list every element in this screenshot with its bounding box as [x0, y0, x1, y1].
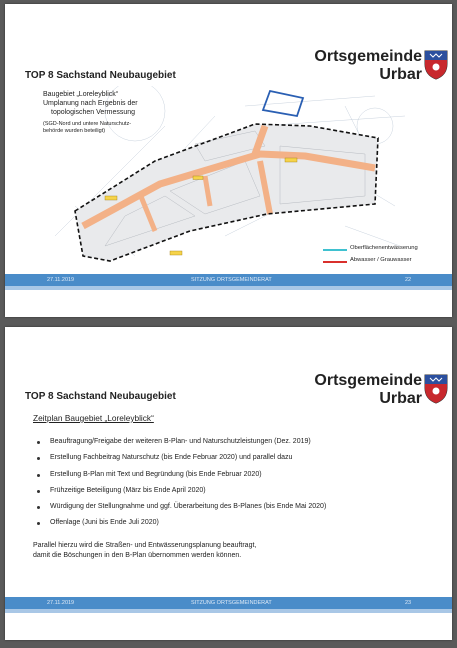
footer-title: SITZUNG ORTSGEMEINDERAT	[191, 600, 272, 606]
list-item: Frühzeitige Beteiligung (März bis Ende April 2020)	[33, 483, 326, 499]
logo-line-1: Ortsgemeinde	[314, 48, 422, 65]
footer-date: 27.11.2019	[47, 277, 75, 283]
footer-date: 27.11.2019	[47, 600, 75, 606]
schedule-list	[33, 434, 326, 532]
caption-line-1: Baugebiet „Loreleyblick“	[43, 91, 119, 98]
waste-water-line-icon	[323, 261, 347, 263]
caption-note-2: behörde wurden beteiligt)	[43, 128, 106, 134]
list-item: Offenlage (Juni bis Ende Juli 2020)	[33, 515, 326, 531]
slide-title: TOP 8 Sachstand Neubaugebiet	[25, 391, 176, 402]
footer-rule	[5, 609, 452, 613]
footer-rule	[5, 286, 452, 290]
plan-caption-note	[43, 121, 131, 135]
footer-page-number: 23	[405, 600, 412, 606]
schedule-subtitle: Zeitplan Baugebiet „Loreleyblick“	[33, 413, 154, 423]
slide-23[interactable]	[5, 327, 452, 640]
footer-page-number: 22	[405, 277, 412, 283]
slide-footer	[5, 274, 452, 286]
surface-water-line-icon	[323, 249, 347, 251]
footer-title: SITZUNG ORTSGEMEINDERAT	[191, 277, 272, 283]
logo-line-2: Urbar	[379, 390, 422, 407]
logo-text	[314, 48, 422, 84]
caption-note-1: (SGD-Nord und untere Naturschutz-	[43, 121, 132, 127]
list-item: Erstellung B-Plan mit Text und Begründung (bis Ende Februar 2020)	[33, 467, 326, 483]
parallel-note	[33, 541, 256, 561]
list-item: Beauftragung/Freigabe der weiteren B-Plan- und Naturschutzleistungen (Dez. 2019)	[33, 434, 326, 450]
note-line-2: damit die Böschungen in den B-Plan übernommen werden können.	[33, 552, 242, 559]
plan-caption	[43, 90, 193, 117]
slide-title: TOP 8 Sachstand Neubaugebiet	[25, 70, 176, 81]
list-item: Erstellung Fachbeitrag Naturschutz (bis Ende Februar 2020) und parallel dazu	[33, 450, 326, 466]
logo-line-2: Urbar	[379, 66, 422, 83]
caption-line-2: Umplanung nach Ergebnis der	[43, 100, 138, 107]
legend-surface-water: Oberflächenentwässerung	[350, 245, 418, 251]
list-item: Würdigung der Stellungnahme und ggf. Überarbeitung des B-Planes (bis Ende Mai 2020)	[33, 499, 326, 515]
caption-line-3: topologischen Vermessung	[51, 109, 136, 116]
logo-text	[314, 372, 422, 408]
urbar-coat-of-arms-icon	[424, 374, 448, 404]
slide-22[interactable]	[5, 4, 452, 317]
logo-line-1: Ortsgemeinde	[314, 372, 422, 389]
note-line-1: Parallel hierzu wird die Straßen- und Entwässerungsplanung beauftragt,	[33, 542, 257, 549]
legend-waste-water: Abwasser / Grauwasser	[350, 257, 412, 263]
slide-footer	[5, 597, 452, 609]
urbar-coat-of-arms-icon	[424, 50, 448, 80]
